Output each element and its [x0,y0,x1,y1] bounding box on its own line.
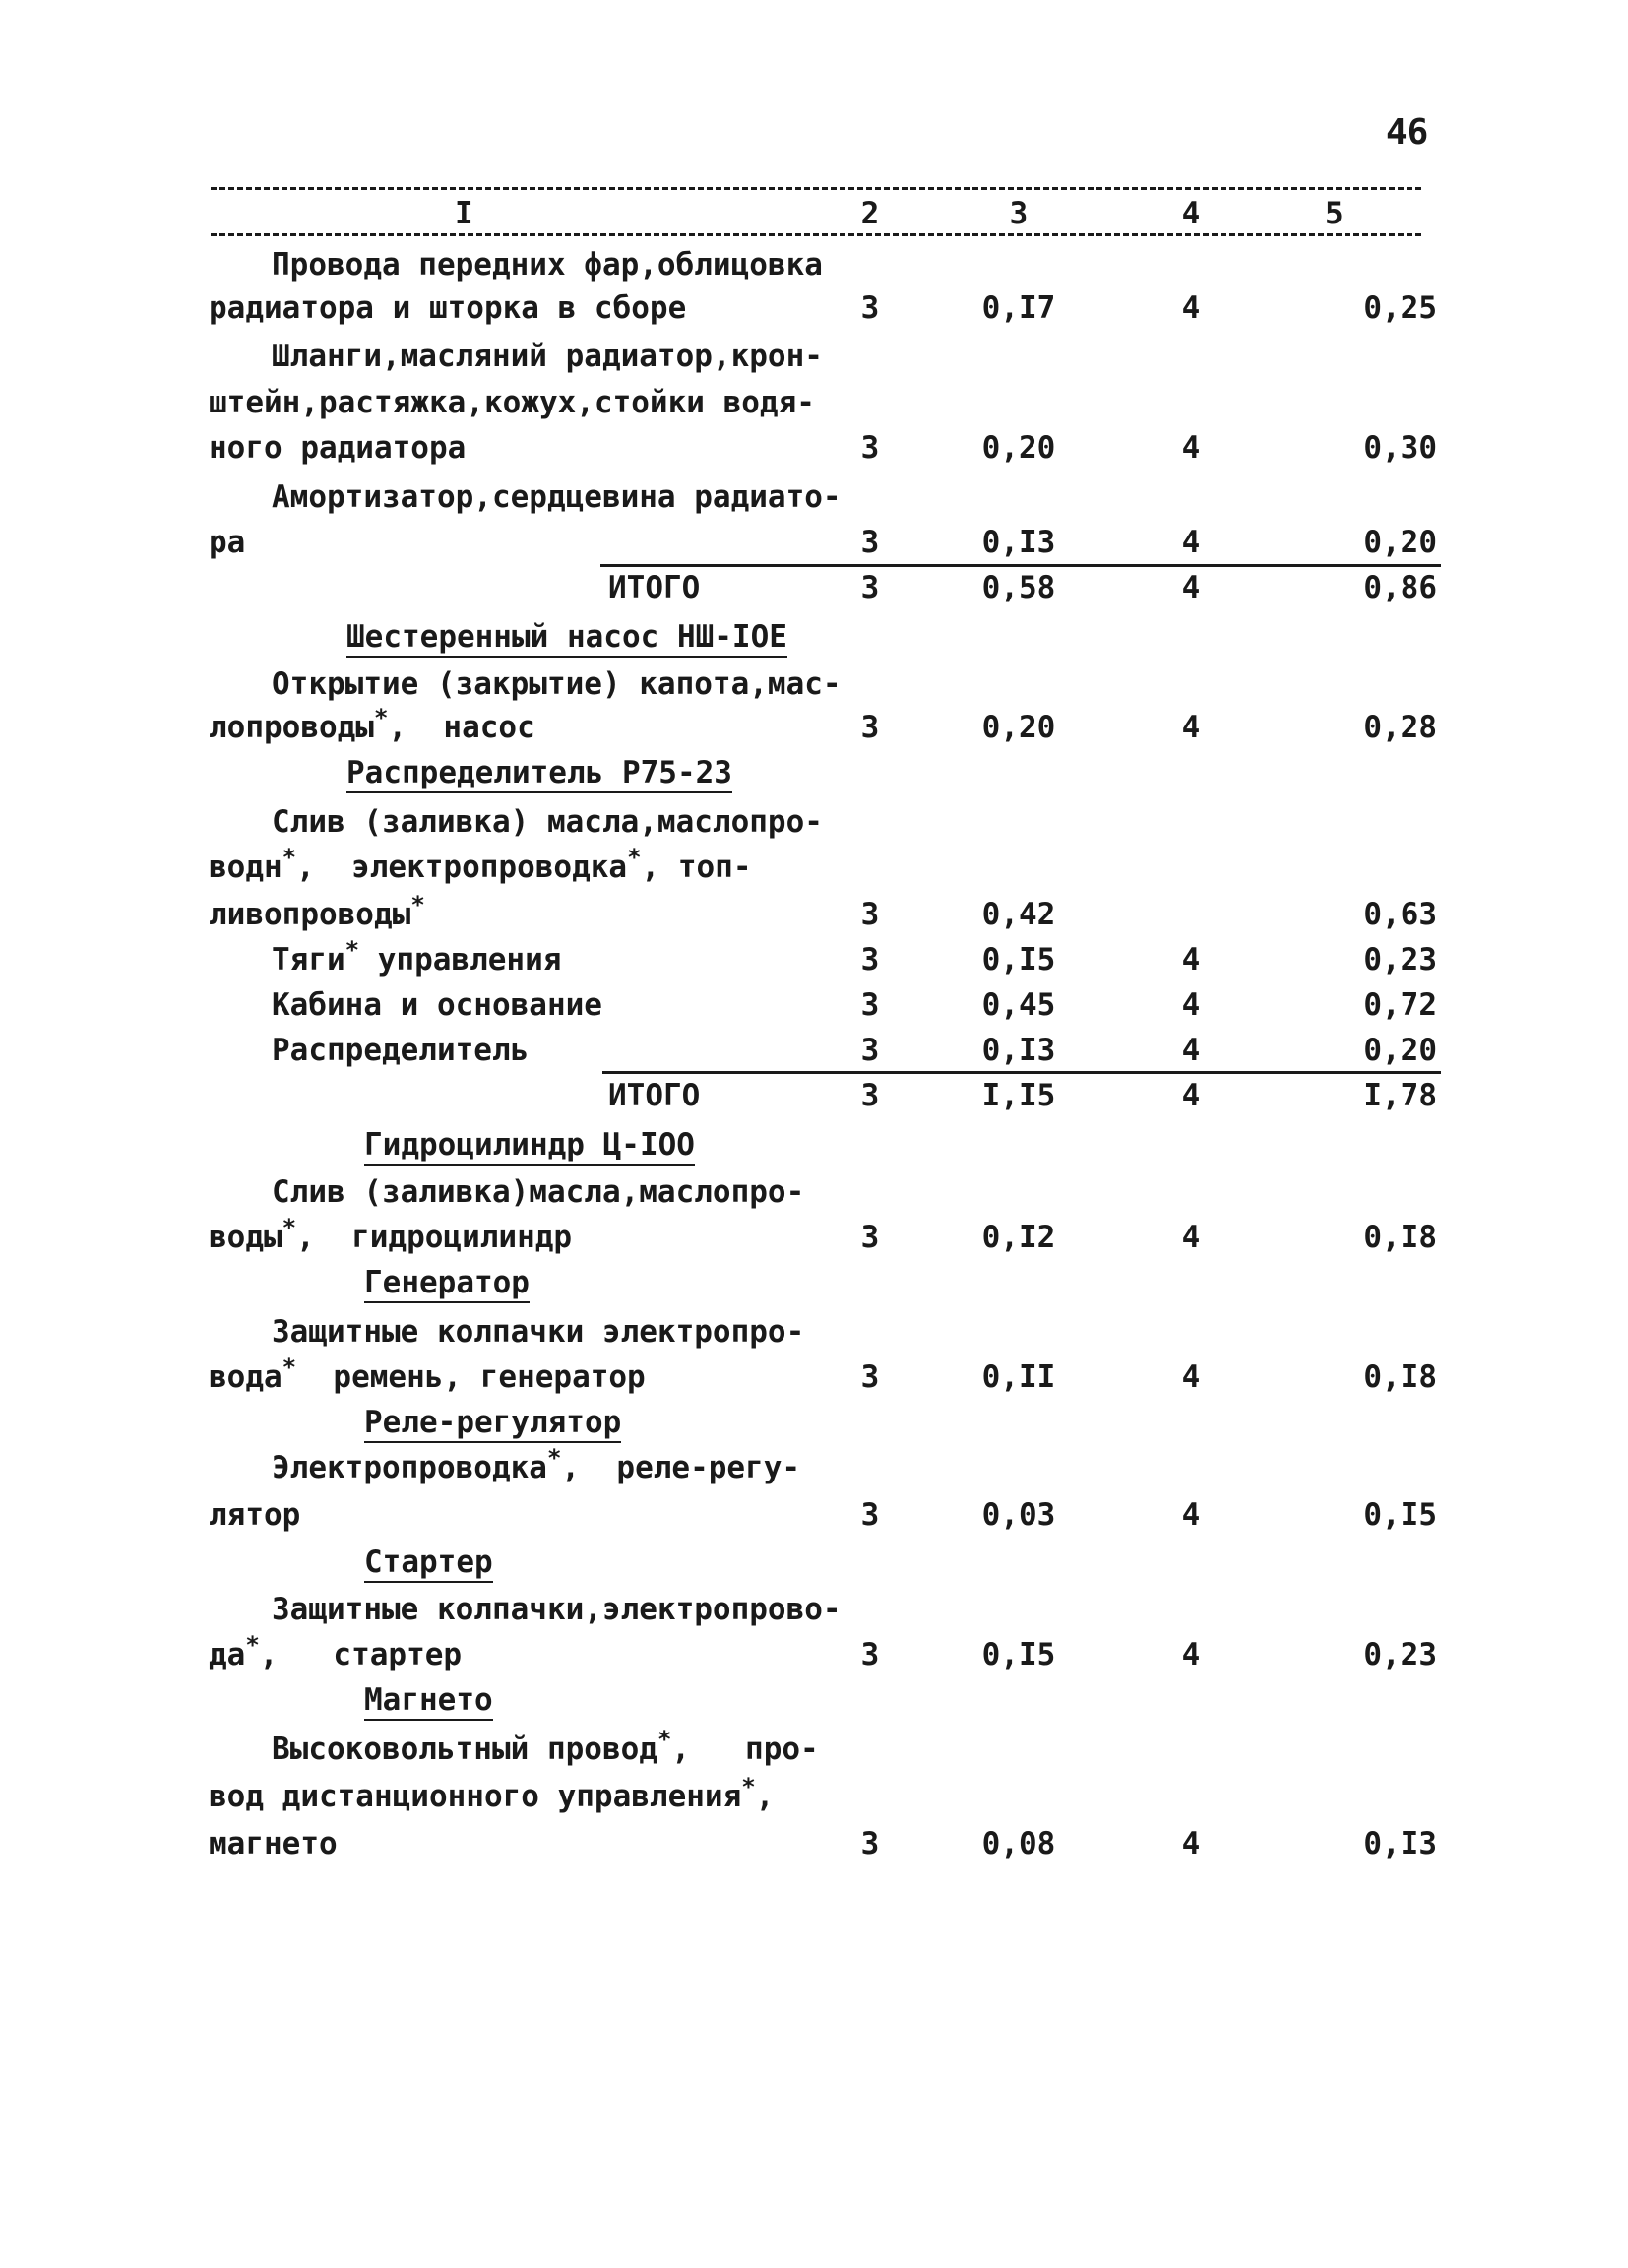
row-text: водн*, электропроводка*, топ- [209,844,752,885]
row-text: Слив (заливка)масла,маслопро- [272,1174,805,1210]
section-title: Магнето [364,1683,493,1721]
footnote-asterisk: * [741,1773,756,1800]
total-c4: 4 [1181,1078,1201,1113]
row-text: Слив (заливка) масла,маслопро- [272,804,823,840]
cell-c4: 4 [1181,1826,1201,1861]
total-c2: 3 [860,570,880,605]
total-rule [602,1071,1441,1074]
section-title: Шестеренный насос НШ-IOE [346,620,787,658]
section-title: Распределитель Р75-23 [346,756,732,793]
row-text: Шланги,масляний радиатор,крон- [272,339,823,374]
cell-c5: 0,I5 [1363,1497,1437,1533]
cell-c3: 0,42 [981,897,1056,932]
cell-c4: 4 [1181,290,1201,326]
row-text: Провода передних фар,облицовка [272,247,823,283]
row-text: воды*, гидроцилиндр [209,1214,573,1255]
total-label: ИТОГО [608,570,701,605]
cell-c2: 3 [860,1497,880,1533]
row-text: Кабина и основание [272,987,602,1023]
cell-c2: 3 [860,1637,880,1672]
cell-c2: 3 [860,290,880,326]
footnote-asterisk: * [657,1726,672,1753]
col-header-4: 4 [1181,196,1201,231]
cell-c3: 0,45 [981,987,1056,1023]
section-title: Генератор [364,1266,530,1303]
cell-c3: 0,I2 [981,1220,1056,1255]
cell-c3: 0,08 [981,1826,1056,1861]
col-header-3: 3 [1009,196,1029,231]
row-text: Распределитель [272,1033,530,1068]
cell-c5: 0,I8 [1363,1359,1437,1395]
section-title: Гидроцилиндр Ц-IOO [364,1128,695,1166]
row-text: Защитные колпачки,электропрово- [272,1592,842,1627]
cell-c4: 4 [1181,987,1201,1023]
total-c5: 0,86 [1363,570,1437,605]
cell-c3: 0,I5 [981,1637,1056,1672]
total-c2: 3 [860,1078,880,1113]
footnote-asterisk: * [282,844,297,871]
cell-c2: 3 [860,987,880,1023]
cell-c3: 0,20 [981,710,1056,745]
cell-c3: 0,I3 [981,525,1056,560]
col-header-5: 5 [1325,196,1344,231]
footnote-asterisk: * [546,1444,562,1472]
cell-c5: 0,20 [1363,525,1437,560]
cell-c2: 3 [860,1359,880,1395]
row-text: ра [209,525,246,560]
total-c5: I,78 [1363,1078,1437,1113]
cell-c5: 0,I3 [1363,1826,1437,1861]
cell-c5: 0,23 [1363,942,1437,977]
row-text: да*, стартер [209,1631,463,1672]
row-text: ного радиатора [209,430,467,466]
total-c3: 0,58 [981,570,1056,605]
cell-c5: 0,23 [1363,1637,1437,1672]
cell-c4: 4 [1181,1220,1201,1255]
cell-c2: 3 [860,1220,880,1255]
cell-c5: 0,20 [1363,1033,1437,1068]
section-title: Стартер [364,1545,493,1583]
page-number: 46 [1386,112,1429,153]
total-label: ИТОГО [608,1078,701,1113]
cell-c2: 3 [860,1033,880,1068]
cell-c4: 4 [1181,525,1201,560]
cell-c2: 3 [860,1826,880,1861]
cell-c3: 0,I7 [981,290,1056,326]
total-rule [600,564,1441,567]
cell-c5: 0,25 [1363,290,1437,326]
cell-c3: 0,I3 [981,1033,1056,1068]
section-title: Реле-регулятор [364,1406,621,1443]
footnote-asterisk: * [373,704,389,731]
cell-c4: 4 [1181,710,1201,745]
row-text: штейн,растяжка,кожух,стойки водя- [209,385,815,420]
row-text: Высоковольтный провод*, про- [272,1726,819,1767]
row-text: Защитные колпачки электропро- [272,1314,805,1350]
cell-c5: 0,30 [1363,430,1437,466]
row-text: лопроводы*, насос [209,704,535,745]
cell-c4: 4 [1181,430,1201,466]
col-header-2: 2 [860,196,880,231]
cell-c5: 0,I8 [1363,1220,1437,1255]
footnote-asterisk: * [344,936,360,964]
header-rule-bottom [211,233,1421,236]
row-text: Тяги* управления [272,936,562,977]
cell-c2: 3 [860,710,880,745]
col-header-1: I [455,196,473,231]
row-text: магнето [209,1826,338,1861]
row-text: лятор [209,1497,301,1533]
cell-c3: 0,03 [981,1497,1056,1533]
row-text: радиатора и шторка в сборе [209,290,687,326]
cell-c2: 3 [860,897,880,932]
cell-c4: 4 [1181,1637,1201,1672]
cell-c5: 0,28 [1363,710,1437,745]
cell-c4: 4 [1181,1033,1201,1068]
row-text: вод дистанционного управления*, [209,1773,775,1814]
header-rule-top [211,187,1421,190]
footnote-asterisk: * [282,1214,297,1241]
cell-c4: 4 [1181,1497,1201,1533]
cell-c4: 4 [1181,1359,1201,1395]
footnote-asterisk: * [627,844,642,871]
row-text: ливопроводы* [209,891,425,932]
row-text: Электропроводка*, реле-регу- [272,1444,801,1485]
cell-c3: 0,II [981,1359,1056,1395]
cell-c3: 0,20 [981,430,1056,466]
cell-c2: 3 [860,942,880,977]
row-text: Амортизатор,сердцевина радиато- [272,479,842,515]
cell-c4: 4 [1181,942,1201,977]
total-c3: I,I5 [981,1078,1056,1113]
cell-c2: 3 [860,430,880,466]
footnote-asterisk: * [282,1354,297,1381]
cell-c5: 0,63 [1363,897,1437,932]
cell-c5: 0,72 [1363,987,1437,1023]
row-text: вода* ремень, генератор [209,1354,646,1395]
cell-c2: 3 [860,525,880,560]
footnote-asterisk: * [410,891,425,918]
row-text: Открытие (закрытие) капота,мас- [272,666,842,702]
footnote-asterisk: * [245,1631,260,1659]
total-c4: 4 [1181,570,1201,605]
cell-c3: 0,I5 [981,942,1056,977]
